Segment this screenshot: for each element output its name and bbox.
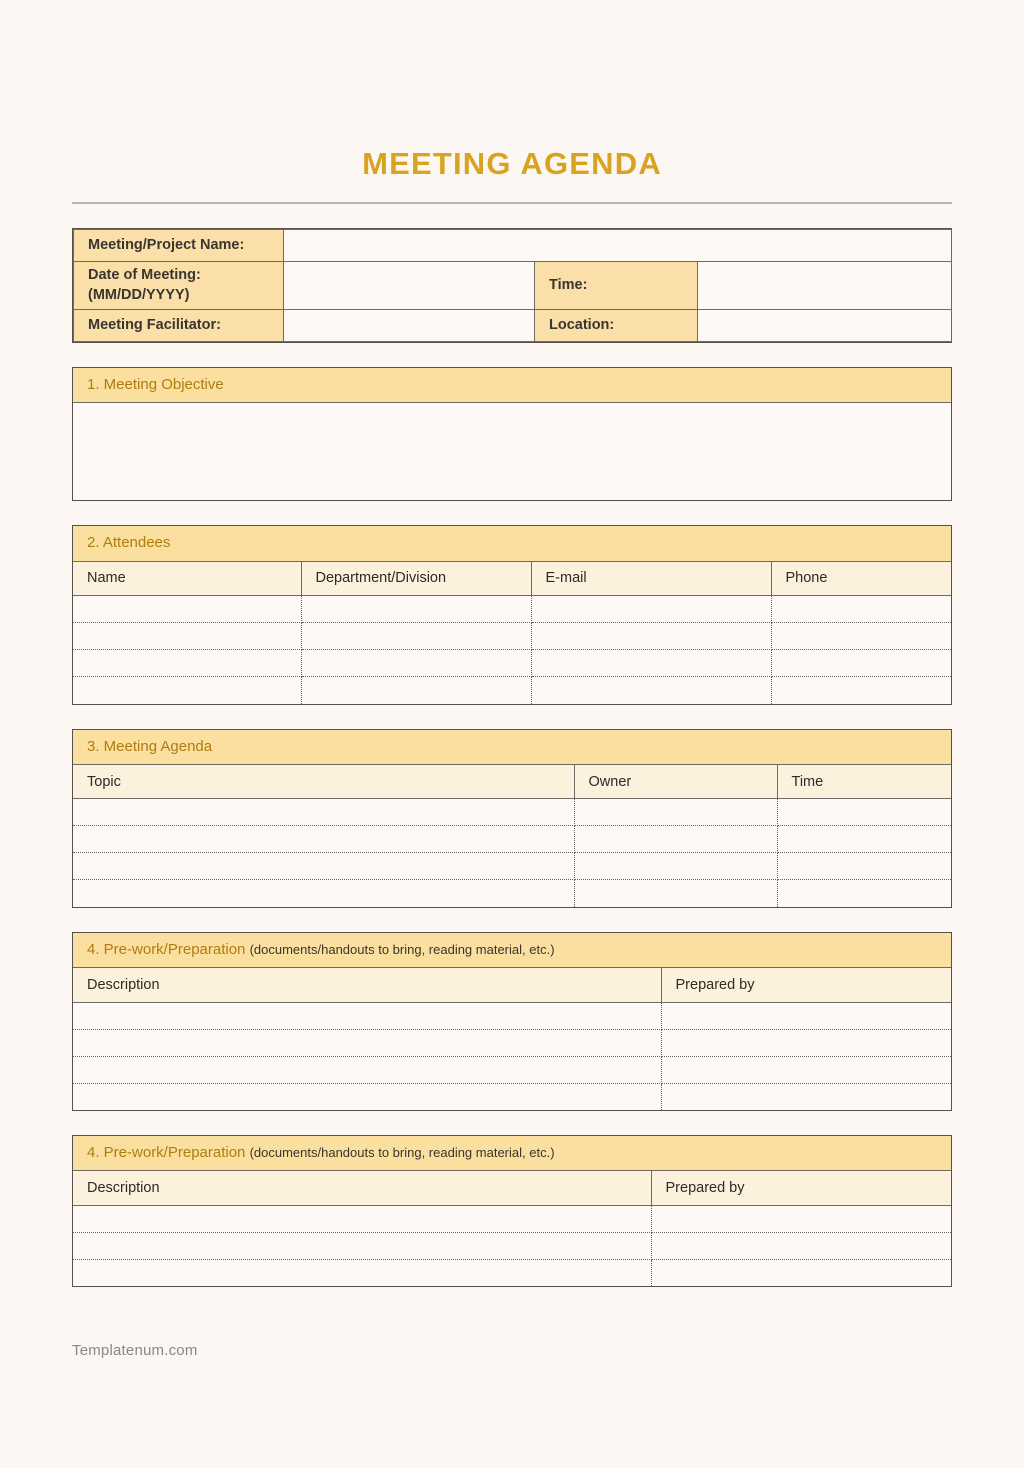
column-header-prepared-by: Prepared by — [651, 1171, 951, 1205]
date-of-meeting-format-text: (MM/DD/YYYY) — [88, 286, 190, 303]
attendees-table — [73, 562, 951, 704]
table-row — [73, 623, 951, 650]
attendee-name-cell[interactable] — [73, 596, 301, 623]
section-heading-subtext: (documents/handouts to bring, reading material, etc.) — [249, 941, 555, 957]
section-prework-second — [72, 1135, 952, 1287]
table-row — [73, 1232, 951, 1259]
prework-prepared-by-cell[interactable] — [651, 1259, 951, 1286]
agenda-topic-cell[interactable] — [73, 799, 574, 826]
attendee-name-cell[interactable] — [73, 623, 301, 650]
agenda-owner-cell[interactable] — [574, 880, 777, 907]
table-row — [73, 853, 951, 880]
column-header-email: E-mail — [531, 562, 771, 596]
date-of-meeting-label-text: Date of Meeting: — [88, 267, 201, 283]
column-header-time: Time — [777, 765, 951, 799]
meeting-facilitator-label: Meeting Facilitator: — [74, 310, 284, 342]
prework-description-cell[interactable] — [73, 1029, 661, 1056]
attendee-phone-cell[interactable] — [771, 596, 951, 623]
prework-prepared-by-cell[interactable] — [661, 1056, 951, 1083]
prework-description-cell[interactable] — [73, 1056, 661, 1083]
section-header-attendees — [73, 526, 951, 561]
agenda-owner-cell[interactable] — [574, 799, 777, 826]
column-header-description: Description — [73, 968, 661, 1002]
prework-first-header-row — [73, 968, 951, 1002]
agenda-time-cell[interactable] — [777, 880, 951, 907]
section-heading-text: 4. Pre-work/Preparation — [87, 1144, 246, 1162]
agenda-time-cell[interactable] — [777, 853, 951, 880]
section-meeting-objective — [72, 367, 952, 501]
agenda-owner-cell[interactable] — [574, 826, 777, 853]
attendee-department-cell[interactable] — [301, 596, 531, 623]
meeting-project-name-input[interactable] — [284, 230, 952, 262]
agenda-topic-cell[interactable] — [73, 853, 574, 880]
attendee-department-cell[interactable] — [301, 650, 531, 677]
table-row — [73, 1205, 951, 1232]
section-attendees — [72, 525, 952, 704]
table-row — [73, 1002, 951, 1029]
section-header-prework-first — [73, 933, 951, 968]
prework-prepared-by-cell[interactable] — [661, 1029, 951, 1056]
attendee-name-cell[interactable] — [73, 650, 301, 677]
time-input[interactable] — [698, 262, 952, 310]
table-row — [73, 1259, 951, 1286]
table-row — [73, 677, 951, 704]
table-row — [73, 1083, 951, 1110]
prework-description-cell[interactable] — [73, 1083, 661, 1110]
prework-second-table — [73, 1171, 951, 1286]
section-header-meeting-objective — [73, 368, 951, 403]
section-heading-text: 3. Meeting Agenda — [87, 737, 213, 755]
date-of-meeting-label — [74, 262, 284, 310]
table-row — [74, 262, 952, 310]
table-row — [73, 596, 951, 623]
attendee-email-cell[interactable] — [531, 623, 771, 650]
attendee-phone-cell[interactable] — [771, 677, 951, 704]
section-heading-text: 1. Meeting Objective — [87, 376, 224, 394]
agenda-table — [73, 765, 951, 907]
attendee-name-cell[interactable] — [73, 677, 301, 704]
table-row — [73, 826, 951, 853]
prework-description-cell[interactable] — [73, 1259, 651, 1286]
section-heading-text: 4. Pre-work/Preparation — [87, 940, 246, 958]
table-row — [73, 799, 951, 826]
prework-description-cell[interactable] — [73, 1002, 661, 1029]
agenda-topic-cell[interactable] — [73, 880, 574, 907]
table-row — [74, 230, 952, 262]
table-row — [73, 880, 951, 907]
attendees-header-row — [73, 562, 951, 596]
date-of-meeting-input[interactable] — [284, 262, 535, 310]
table-row — [74, 310, 952, 342]
prework-description-cell[interactable] — [73, 1205, 651, 1232]
time-label: Time: — [535, 262, 698, 310]
meeting-project-name-label: Meeting/Project Name: — [74, 230, 284, 262]
agenda-time-cell[interactable] — [777, 799, 951, 826]
prework-second-header-row — [73, 1171, 951, 1205]
title-divider — [72, 202, 952, 204]
attendee-email-cell[interactable] — [531, 596, 771, 623]
column-header-prepared-by: Prepared by — [661, 968, 951, 1002]
column-header-department: Department/Division — [301, 562, 531, 596]
section-heading-text: 2. Attendees — [87, 534, 171, 552]
attendee-department-cell[interactable] — [301, 677, 531, 704]
footer-watermark: Templatenum.com — [72, 1342, 198, 1359]
attendee-department-cell[interactable] — [301, 623, 531, 650]
location-input[interactable] — [698, 310, 952, 342]
agenda-topic-cell[interactable] — [73, 826, 574, 853]
section-meeting-agenda — [72, 729, 952, 908]
prework-first-table — [73, 968, 951, 1110]
prework-description-cell[interactable] — [73, 1232, 651, 1259]
attendee-phone-cell[interactable] — [771, 650, 951, 677]
prework-prepared-by-cell[interactable] — [651, 1232, 951, 1259]
attendee-email-cell[interactable] — [531, 677, 771, 704]
agenda-time-cell[interactable] — [777, 826, 951, 853]
page-title: MEETING AGENDA — [362, 146, 662, 181]
column-header-topic: Topic — [73, 765, 574, 799]
attendee-email-cell[interactable] — [531, 650, 771, 677]
prework-prepared-by-cell[interactable] — [661, 1083, 951, 1110]
section-heading-subtext: (documents/handouts to bring, reading material, etc.) — [249, 1145, 555, 1161]
table-row — [73, 1056, 951, 1083]
section-prework-first — [72, 932, 952, 1111]
attendee-phone-cell[interactable] — [771, 623, 951, 650]
meeting-objective-input[interactable] — [73, 403, 951, 500]
prework-prepared-by-cell[interactable] — [651, 1205, 951, 1232]
location-label: Location: — [535, 310, 698, 342]
table-row — [73, 1029, 951, 1056]
section-header-meeting-agenda — [73, 730, 951, 765]
table-row — [73, 650, 951, 677]
meeting-facilitator-input[interactable] — [284, 310, 535, 342]
column-header-name: Name — [73, 562, 301, 596]
column-header-phone: Phone — [771, 562, 951, 596]
agenda-owner-cell[interactable] — [574, 853, 777, 880]
section-header-prework-second — [73, 1136, 951, 1171]
meeting-info-table — [72, 228, 952, 343]
agenda-header-row — [73, 765, 951, 799]
column-header-description: Description — [73, 1171, 651, 1205]
column-header-owner: Owner — [574, 765, 777, 799]
prework-prepared-by-cell[interactable] — [661, 1002, 951, 1029]
